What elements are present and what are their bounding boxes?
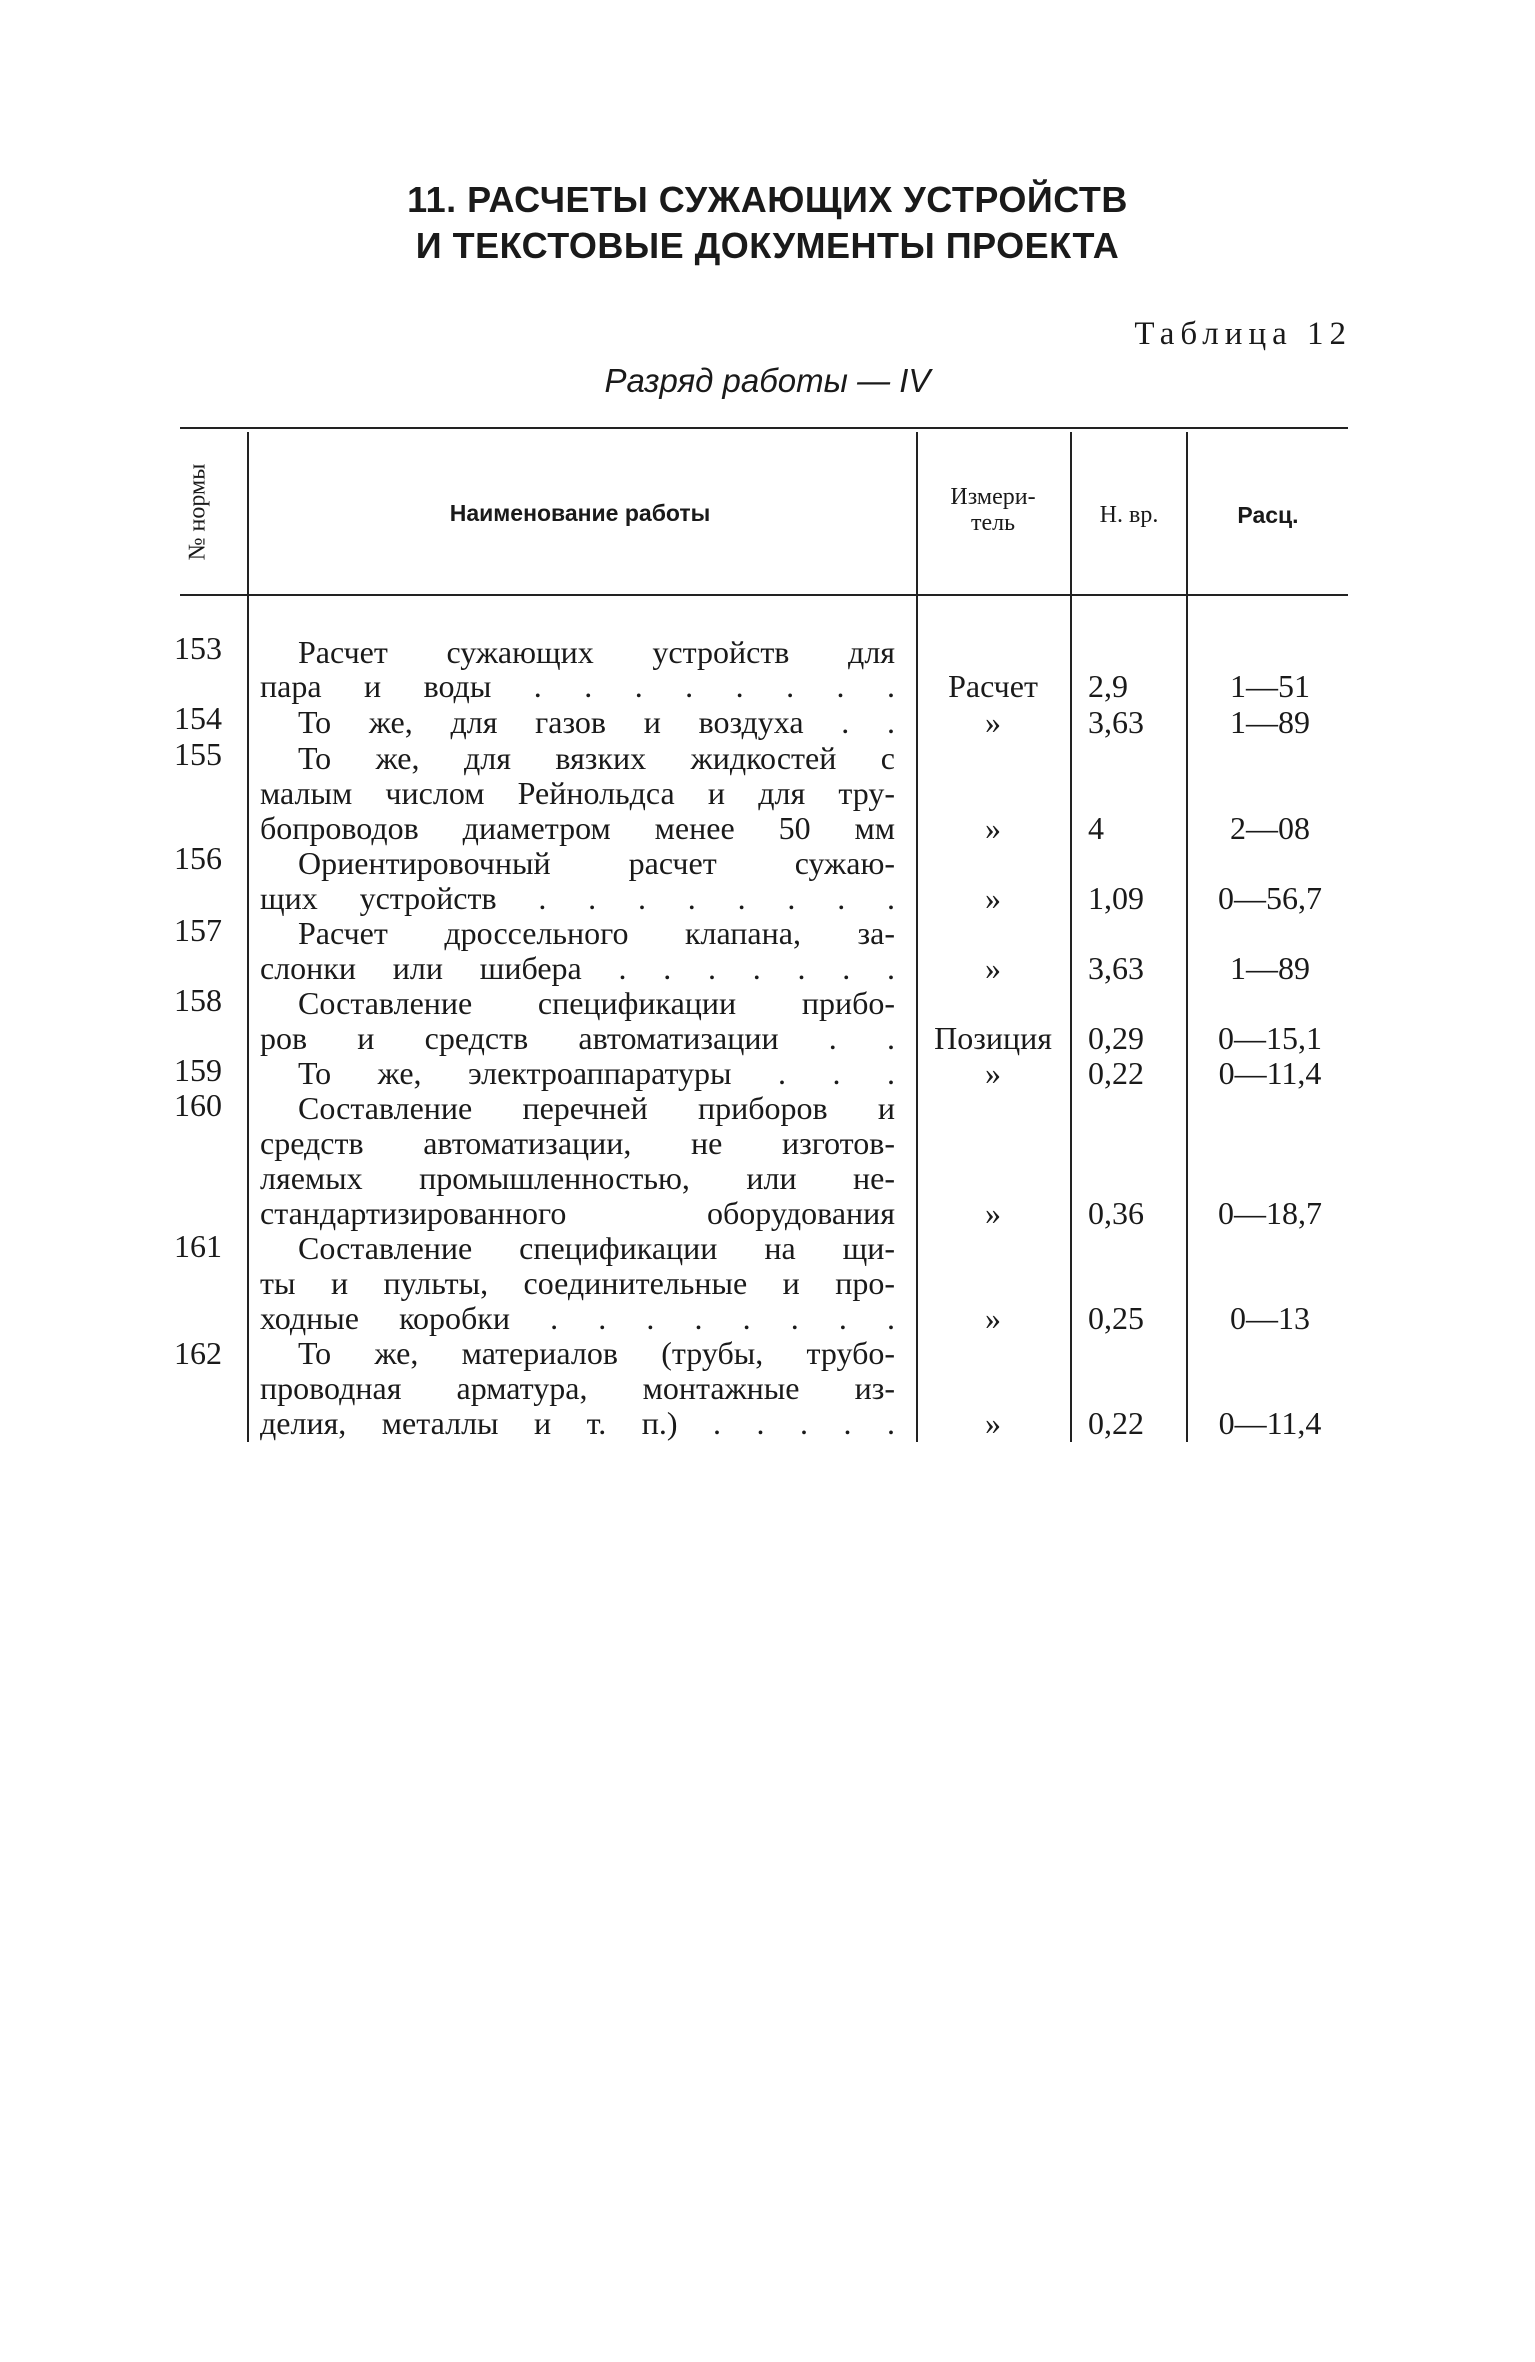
row-text-line: делия, металлы и т. п.) . . . . . bbox=[260, 1405, 895, 1441]
row-time: 0,25 bbox=[1088, 1300, 1144, 1336]
row-text-line: Расчет дроссельного клапана, за- bbox=[298, 915, 895, 951]
col-divider-4 bbox=[1186, 432, 1188, 1442]
col-header-rate: Расц. bbox=[1237, 502, 1299, 528]
row-unit: » bbox=[985, 1195, 1001, 1231]
row-time: 0,22 bbox=[1088, 1405, 1144, 1441]
section-title-line1: 11. РАСЧЕТЫ СУЖАЮЩИХ УСТРОЙСТВ bbox=[407, 179, 1128, 220]
row-rate: 0—11,4 bbox=[1218, 1055, 1322, 1091]
row-text-line: стандартизированного оборудования bbox=[260, 1195, 895, 1231]
col-divider-1 bbox=[247, 432, 249, 1442]
row-rate: 1—89 bbox=[1230, 704, 1310, 740]
col-header-unit-line2: тель bbox=[970, 510, 1016, 536]
row-unit: » bbox=[985, 1405, 1001, 1441]
table-label: Таблица 12 bbox=[1134, 316, 1352, 352]
row-text-line: ходные коробки . . . . . . . . bbox=[260, 1300, 895, 1336]
row-time: 1,09 bbox=[1088, 880, 1144, 916]
row-num: 153 bbox=[174, 630, 222, 666]
row-text-line: То же, для вязких жидкостей с bbox=[298, 740, 895, 776]
row-unit: » bbox=[985, 1055, 1001, 1091]
row-rate: 0—15,1 bbox=[1218, 1020, 1322, 1056]
work-grade-subtitle: Разряд работы — IV bbox=[604, 362, 931, 399]
col-header-name: Наименование работы bbox=[449, 500, 711, 526]
row-text-line: То же, материалов (трубы, трубо- bbox=[298, 1335, 895, 1371]
row-num: 159 bbox=[174, 1052, 222, 1088]
row-time: 3,63 bbox=[1088, 704, 1144, 740]
row-num: 154 bbox=[174, 700, 222, 736]
row-text-line: проводная арматура, монтажные из- bbox=[260, 1370, 895, 1406]
row-time: 2,9 bbox=[1088, 668, 1128, 704]
row-unit: » bbox=[985, 704, 1001, 740]
row-unit: » bbox=[985, 810, 1001, 846]
row-text-line: То же, электроаппаратуры . . . bbox=[298, 1055, 895, 1091]
row-text-line: слонки или шибера . . . . . . . bbox=[260, 950, 895, 986]
row-rate: 2—08 bbox=[1230, 810, 1310, 846]
row-num: 155 bbox=[174, 736, 222, 772]
row-unit: » bbox=[985, 1300, 1001, 1336]
row-num: 161 bbox=[174, 1228, 222, 1264]
row-text-line: пара и воды . . . . . . . . bbox=[260, 668, 895, 704]
row-num: 157 bbox=[174, 912, 222, 948]
col-header-unit-line1: Измери- bbox=[950, 484, 1036, 510]
row-rate: 0—56,7 bbox=[1218, 880, 1322, 916]
row-text-line: Ориентировочный расчет сужаю- bbox=[298, 845, 895, 881]
row-unit: » bbox=[985, 950, 1001, 986]
row-rate: 0—11,4 bbox=[1218, 1405, 1322, 1441]
row-text-line: ты и пульты, соединительные и про- bbox=[260, 1265, 895, 1301]
row-time: 0,36 bbox=[1088, 1195, 1144, 1231]
row-unit: Позиция bbox=[934, 1020, 1052, 1056]
row-num: 158 bbox=[174, 982, 222, 1018]
row-num: 160 bbox=[174, 1087, 222, 1123]
row-num: 162 bbox=[174, 1335, 222, 1371]
row-text-line: ляемых промышленностью, или не- bbox=[260, 1160, 895, 1196]
row-text-line: Составление перечней приборов и bbox=[298, 1090, 895, 1126]
row-rate: 1—51 bbox=[1230, 668, 1310, 704]
row-text-line: ров и средств автоматизации . . bbox=[260, 1020, 895, 1056]
row-text-line: малым числом Рейнольдса и для тру- bbox=[260, 775, 895, 811]
header-bottom-rule bbox=[180, 594, 1348, 596]
row-time: 3,63 bbox=[1088, 950, 1144, 986]
row-rate: 0—13 bbox=[1230, 1300, 1310, 1336]
row-num: 156 bbox=[174, 840, 222, 876]
row-text-line: Составление спецификации прибо- bbox=[298, 985, 895, 1021]
table-top-rule bbox=[180, 427, 1348, 429]
section-title-line2: И ТЕКСТОВЫЕ ДОКУМЕНТЫ ПРОЕКТА bbox=[415, 225, 1120, 266]
row-text-line: Расчет сужающих устройств для bbox=[298, 634, 895, 670]
row-text-line: средств автоматизации, не изготов- bbox=[260, 1125, 895, 1161]
col-header-num: № нормы bbox=[184, 463, 211, 561]
row-unit: » bbox=[985, 880, 1001, 916]
row-text-line: щих устройств . . . . . . . . bbox=[260, 880, 895, 916]
col-header-time: Н. вр. bbox=[1099, 502, 1159, 528]
row-time: 0,22 bbox=[1088, 1055, 1144, 1091]
col-divider-2 bbox=[916, 432, 918, 1442]
row-time: 0,29 bbox=[1088, 1020, 1144, 1056]
row-text-line: То же, для газов и воздуха . . bbox=[298, 704, 895, 740]
row-unit: Расчет bbox=[948, 668, 1038, 704]
col-divider-3 bbox=[1070, 432, 1072, 1442]
row-text-line: бопроводов диаметром менее 50 мм bbox=[260, 810, 895, 846]
row-rate: 0—18,7 bbox=[1218, 1195, 1322, 1231]
row-time: 4 bbox=[1088, 810, 1104, 846]
row-rate: 1—89 bbox=[1230, 950, 1310, 986]
row-text-line: Составление спецификации на щи- bbox=[298, 1230, 895, 1266]
